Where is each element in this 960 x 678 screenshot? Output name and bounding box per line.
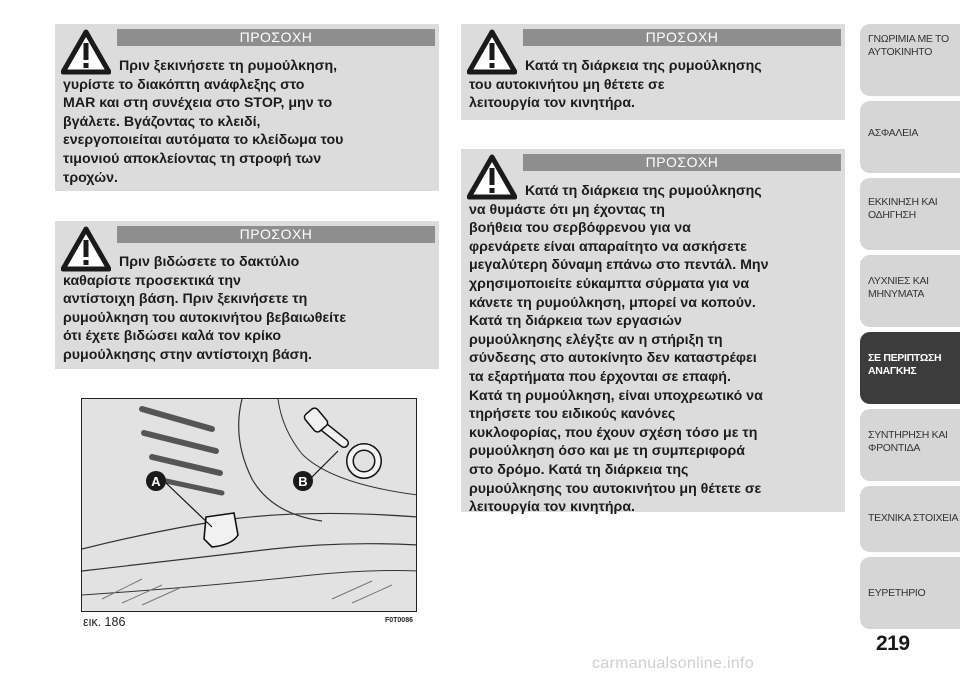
warning-text: Κατά τη διάρκεια της ρυμούλκησης να θυμάστε ότι μη έχοντας τη βοήθεια του σερβόφρενου για να φρενάρετε είναι απαραίτητο να ασκήσετε μεγαλύτερη δύναμη επάνω στο πεντάλ. Μην χρησιμοποιείτε εύκαμπτα σύρματα για να κάνετε τη ρυμούλκηση, μπορεί να κοπούν. Κατά τη διάρκεια των εργασιών ρυμούλκησης ελέγξτε αν η στήριξη τη σύνδεσης στο αυτοκίνητο δεν καταστρέφει τα εξαρτήματα που έρχονται σε επαφή. Κατά τη ρυμούλκηση, είναι υποχρεωτικό να τηρήσετε του ειδικούς κανόνες κυκλοφορίας, που έχουν σχέση τόσο με τη ρυμούλκηση όσο και με τη συμπεριφορά στο δρόμο. Κατά τη διάρκεια της ρυμούλκησης του αυτοκινήτου μη θέτετε σε λειτουργία τον κινητήρα.	[469, 183, 769, 516]
sidebar-tab-label: ΓΝΩΡΙΜΙΑ ΜΕ ΤΟ ΑΥΤΟΚΙΝΗΤΟ	[868, 33, 949, 58]
warning-text: Πριν βιδώσετε το δακτύλιο καθαρίστε προσεκτικά την αντίστοιχη βάση. Πριν ξεκινήσετε τη ρυμούλκηση του αυτοκινήτου βεβαιωθείτε ότι έχετε βιδώσει καλά τον κρίκο ρυμούλκησης στην αντίστοιχη βάση.	[63, 254, 347, 363]
figure-code: F0T0086	[384, 617, 413, 624]
page-number: 219	[876, 632, 910, 655]
figure-caption	[81, 615, 417, 631]
sidebar-tab-safety[interactable]	[860, 101, 960, 173]
sidebar-tab-technical-data[interactable]	[860, 486, 960, 552]
sidebar-tab-label: ΑΣΦΑΛΕΙΑ	[868, 127, 919, 139]
warning-box-ring	[55, 221, 439, 369]
tow-hook-illustration	[82, 399, 417, 612]
sidebar-tab-index[interactable]	[860, 557, 960, 629]
sidebar-tab-getting-to-know[interactable]	[860, 24, 960, 96]
warning-text: Πριν ξεκινήσετε τη ρυμούλκηση, γυρίστε το διακόπτη ανάφλεξης στο MAR και στη συνέχεια στο STOP, μην το βγάλετε. Βγάζοντας το κλειδί, ενεργοποιείται αυτόματα το κλείδωμα του τιμονιού αποκλείοντας τη στροφή των τροχών.	[63, 58, 344, 186]
sidebar-tab-label: ΕΥΡΕΤΗΡΙΟ	[868, 587, 926, 599]
figure-tow-hook	[81, 398, 417, 612]
warning-box-towing	[461, 149, 845, 516]
figure-caption-label: εικ. 186	[83, 615, 126, 629]
warning-header: ΠΡΟΣΟΧΗ	[523, 154, 841, 171]
sidebar-tab-starting-driving[interactable]	[860, 178, 960, 250]
warning-box-ignition	[55, 24, 439, 191]
sidebar-tab-label: ΣΥΝΤΗΡΗΣΗ ΚΑΙ ΦΡΟΝΤΙΔΑ	[868, 429, 948, 454]
warning-text: Κατά τη διάρκεια της ρυμούλκησης του αυτοκινήτου μη θέτετε σε λειτουργία τον κινητήρα.	[469, 58, 762, 112]
sidebar-tab-maintenance[interactable]	[860, 409, 960, 481]
warning-header: ΠΡΟΣΟΧΗ	[117, 29, 435, 46]
warning-header: ΠΡΟΣΟΧΗ	[523, 29, 841, 46]
warning-header: ΠΡΟΣΟΧΗ	[117, 226, 435, 243]
sidebar-tab-warning-lights[interactable]	[860, 255, 960, 327]
sidebar-tab-label: ΤΕΧΝΙΚΑ ΣΤΟΙΧΕΙΑ	[868, 512, 959, 524]
callout-b-label: B	[298, 474, 308, 489]
sidebar-tab-label: ΛΥΧΝΙΕΣ ΚΑΙ ΜΗΝΥΜΑΤΑ	[868, 275, 929, 300]
sidebar-tab-label: ΣΕ ΠΕΡΙΠΤΩΣΗ ΑΝΑΓΚΗΣ	[868, 352, 942, 377]
callout-a-label: A	[151, 474, 161, 489]
warning-box-engine	[461, 24, 845, 120]
watermark: carmanualsonline.info	[592, 655, 754, 672]
sidebar-tab-label: ΕΚΚΙΝΗΣΗ ΚΑΙ ΟΔΗΓΗΣΗ	[868, 196, 938, 221]
sidebar-tab-emergency[interactable]	[860, 332, 960, 404]
